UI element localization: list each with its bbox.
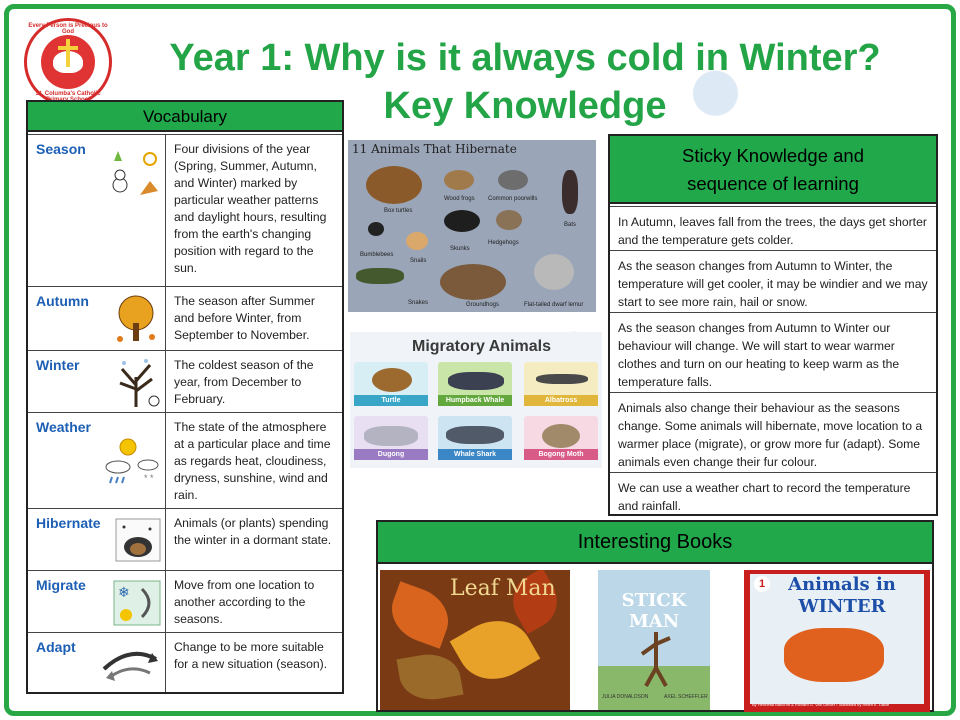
vocab-definition: Animals (or plants) spending the winter in a dormant state. [174,516,332,547]
vocab-definition: Change to be more suitable for a new situation (season). [174,640,328,671]
hedgehog-image [496,210,522,230]
svg-text:* *: * * [144,473,154,483]
migratory-picture-title: Migratory Animals [412,338,551,355]
hibernate-label: Bats [564,222,577,228]
snake-image [356,268,404,284]
sticky-item: Animals also change their behaviour as the seasons change. Some animals will hibernate, move location to a warmer place (migrate), or grow more fur (adapt). Some animals even change their fur colour. [610,392,936,472]
weather-icon [104,435,162,485]
vocab-row-autumn [28,286,342,350]
vocab-term-cell [28,509,166,570]
sticky-heading-line2: sequence of learning [687,173,859,194]
migratory-animals-picture [350,332,602,468]
vocab-row-hibernate [28,508,342,570]
vocab-row-season [28,134,342,286]
page-title: Year 1: Why is it always cold in Winter? [169,37,881,79]
sticky-item: As the season changes from Autumn to Winter our behaviour will change. We will start to wear warmer clothes and turn on our heating to keep warm as the temperature falls. [610,312,936,392]
leaf-man-cover [380,570,570,710]
cross-bar [58,46,78,50]
hibernate-label: Bumblebees [360,252,394,258]
migratory-caption: Humpback Whale [438,395,512,406]
hibernate-label: Groundhogs [466,302,500,308]
vocabulary-table [26,100,344,694]
vocab-row-migrate [28,570,342,632]
skunk-image [444,210,480,232]
vocab-definition: Move from one location to another according to the seasons. [174,578,315,626]
albatross-image [536,374,588,384]
whale-shark-image [446,426,504,444]
fox-image [784,628,884,682]
vocab-term-cell [28,633,166,692]
bogong-moth-tile [524,416,598,460]
sticky-heading-line1: Sticky Knowledge and [681,145,865,166]
vocab-term: Autumn [36,293,89,309]
hibernate-picture-title: 11 Animals That Hibernate [352,142,517,156]
page-subtitle: Key Knowledge [383,85,667,127]
vocab-term-cell [28,413,166,508]
vocab-term: Hibernate [36,515,101,531]
migrate-icon [112,579,162,627]
svg-text:❄: ❄ [118,584,130,600]
cross-icon [66,39,70,67]
level-badge: 1 [754,576,770,592]
turtle-image [372,368,412,392]
adapt-arrows-icon [100,645,162,681]
leaf-image [396,649,463,705]
seasons-icon [106,147,162,203]
stick-man-illustrator: AXEL SCHEFFLER [664,694,708,700]
stick-man-title: STICK MAN [621,590,687,632]
books-heading: Interesting Books [378,522,932,564]
dwarf-lemur-image [534,254,574,290]
sticky-item: As the season changes from Autumn to Winter, the temperature will get cooler, it may be windier and we may start to see more rain, hail or snow. [610,250,936,312]
vocab-term: Adapt [36,639,76,655]
vocab-definition: The coldest season of the year, from December to February. [174,358,314,406]
hibernating-animals-picture [348,140,596,312]
stick-man-author: JULIA DONALDSON [602,694,649,700]
vocab-term: Winter [36,357,80,373]
leaf-man-title: Leaf Man [450,576,556,601]
hibernate-label: Snakes [408,300,429,306]
poorwill-image [498,170,528,190]
animals-in-winter-title: Animals in WINTER [788,574,896,617]
groundhog-image [440,264,506,300]
hibernate-label: Box turtles [384,208,413,214]
snail-image [406,232,428,250]
migratory-caption: Whale Shark [438,449,512,460]
migratory-caption: Albatross [524,395,598,406]
vocab-row-adapt [28,632,342,692]
stick-man-cover [598,570,710,710]
logo-text-top: Every Person is Precious to God [28,23,108,35]
wood-frog-image [444,170,474,190]
hibernate-label: Flat-tailed dwarf lemur [524,302,584,308]
animals-in-winter-authors: By Henrietta Bancroft & Richard G. Van Gelder • Illustrated by Helen K. Davie [752,702,890,707]
migratory-caption: Turtle [354,395,428,406]
bumblebee-image [368,222,384,236]
winter-tree-icon [110,355,162,409]
vocab-term-cell [28,571,166,632]
vocab-row-winter [28,350,342,412]
sticky-knowledge-box [608,134,938,516]
migratory-caption: Dugong [354,449,428,460]
moth-image [542,424,580,448]
dugong-image [364,426,418,446]
vocab-term: Weather [36,419,91,435]
autumn-tree-icon [110,293,162,345]
whale-image [448,372,504,390]
humpback-whale-tile [438,362,512,406]
vocab-term-cell [28,135,166,286]
box-turtle-image [366,166,422,204]
vocab-row-weather [28,412,342,508]
interesting-books-box [376,520,934,712]
animals-in-winter-cover [744,570,930,712]
vocab-definition: The season after Summer and before Winter, from September to November. [174,294,315,342]
albatross-tile [524,362,598,406]
vocab-term-cell [28,351,166,412]
stick-man-image [638,628,674,688]
hibernate-icon [114,517,162,563]
school-logo [24,18,112,106]
hibernate-label: Skunks [450,246,470,252]
sticky-knowledge-heading [610,136,936,204]
hibernate-label: Common poorwills [488,196,538,202]
vocabulary-heading: Vocabulary [28,102,342,132]
leaf-image [383,581,456,649]
turtle-tile [354,362,428,406]
whale-shark-tile [438,416,512,460]
vocab-definition: Four divisions of the year (Spring, Summer, Autumn, and Winter) marked by particular weather patterns and daylight hours, resulting from the earth's changing position with regard to the sun. [174,142,327,275]
hibernate-label: Hedgehogs [488,240,519,246]
bat-image [562,170,578,214]
logo-text-bottom: St. Columba's Catholic [35,91,101,97]
migratory-caption: Bogong Moth [524,449,598,460]
vocab-term: Season [36,141,86,157]
sticky-item: We can use a weather chart to record the temperature and rainfall. [610,472,936,514]
hibernate-label: Wood frogs [444,196,475,202]
sticky-item: In Autumn, leaves fall from the trees, the days get shorter and the temperature gets colder. [610,206,936,250]
hibernate-label: Snails [410,258,427,264]
vocab-term: Migrate [36,577,86,593]
vocab-term-cell [28,287,166,350]
dugong-tile [354,416,428,460]
vocab-definition: The state of the atmosphere at a particular place and time as regards heat, cloudiness, dryness, sunshine, wind and rain. [174,420,331,502]
